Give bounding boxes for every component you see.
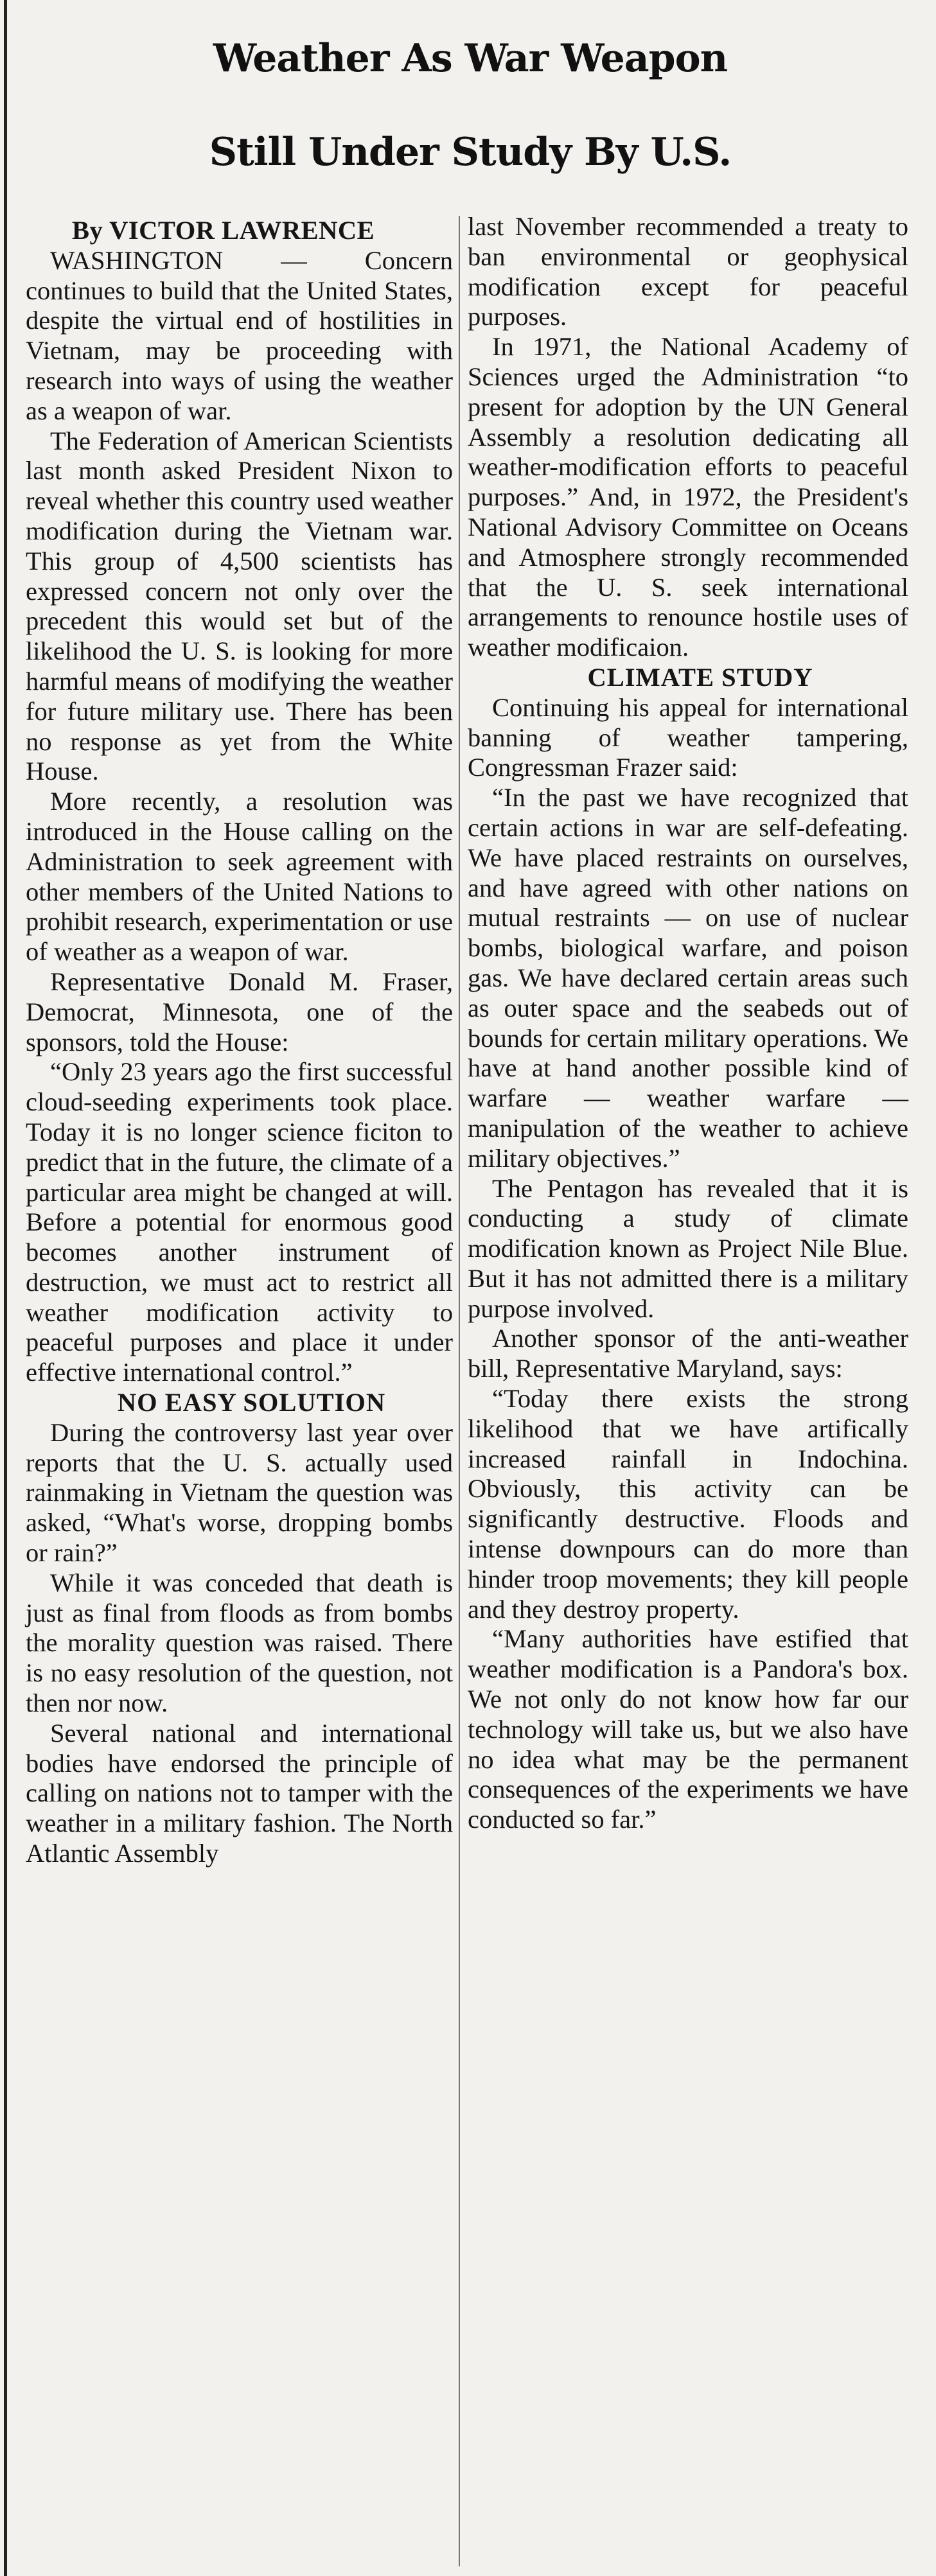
headline bbox=[14, 12, 926, 199]
paragraph: “In the past we have recognized that certain actions in war are self-defeating. We have placed restraints on ourselves, and have agreed with other nations on mutual restraints — on use of nuclear bombs, biological warfare, and poison gas. We have declared certain areas such as outer space and the seabeds out of bounds for certain military operations. We have at hand another possible kind of warfare — weather warfare — manipulation of the weather to achieve military objectives.” bbox=[468, 783, 908, 1173]
paragraph: “Many authorities have estified that weather modification is a Pandora's box. We not only do not know how far our technology will take us, but we also have no idea what may be the permanent consequences of the experiments we have conducted so far.” bbox=[468, 1624, 908, 1834]
paragraph: While it was conceded that death is just as final from floods as from bombs the morality question was raised. There is no easy resolution of the question, not then nor now. bbox=[26, 1568, 453, 1718]
article-column-left bbox=[26, 216, 453, 1869]
column-divider bbox=[459, 216, 460, 2566]
left-border-rule bbox=[4, 0, 7, 2576]
paragraph: The Federation of American Scientists last month asked President Nixon to reveal whether this country used weather modification during the Vietnam war. This group of 4,500 scientists has expressed concern not only over the precedent this would set but of the likelihood the U. S. is looking for more harmful means of modifying the weather for future military use. There has been no response as yet from the White House. bbox=[26, 426, 453, 786]
paragraph: In 1971, the National Academy of Sciences urged the Administration “to present for adoption by the UN General Assembly a resolution dedicating all weather-modification efforts to peaceful purposes.” And, in 1972, the President's National Advisory Committee on Oceans and Atmosphere strongly recommended that the U. S. seek international arrangements to renounce hostile uses of weather modificaion. bbox=[468, 332, 908, 662]
paragraph: The Pentagon has revealed that it is conducting a study of climate modification known as Project Nile Blue. But it has not admitted there is a military purpose involved. bbox=[468, 1173, 908, 1323]
paragraph: WASHINGTON — Concern continues to build that the United States, despite the virtual end of hostilities in Vietnam, may be proceeding with research into ways of using the weather as a weapon of war. bbox=[26, 245, 453, 425]
headline-line-1: Weather As War Weapon bbox=[213, 36, 728, 81]
paragraph: “Only 23 years ago the first successful cloud-seeding experiments took place. Today it is no longer science ficiton to predict that in the future, the climate of a particular area might be changed at will. Before a potential for enormous good becomes another instrument of destruction, we must act to restrict all weather modification activity to peaceful purposes and place it under effective international control.” bbox=[26, 1057, 453, 1387]
subhead-no-easy-solution: NO EASY SOLUTION bbox=[117, 1388, 386, 1417]
headline-line-2: Still Under Study By U.S. bbox=[209, 130, 732, 175]
paragraph: During the controversy last year over reports that the U. S. actually used rainmaking in Vietnam the question was asked, “What's worse, dropping bombs or rain?” bbox=[26, 1417, 453, 1568]
paragraph: Several national and international bodies have endorsed the principle of calling on nations not to tamper with the weather in a military fashion. The North Atlantic Assembly bbox=[26, 1718, 453, 1868]
paragraph: Representative Donald M. Fraser, Democrat, Minnesota, one of the sponsors, told the House: bbox=[26, 967, 453, 1056]
article-column-right bbox=[468, 212, 908, 1835]
paragraph: More recently, a resolution was introduced in the House calling on the Administration to seek agreement with other members of the United Nations to prohibit research, experimentation or use of weather as a weapon of war. bbox=[26, 787, 453, 967]
byline: By VICTOR LAWRENCE bbox=[72, 216, 375, 245]
paragraph: Continuing his appeal for international banning of weather tampering, Congressman Frazer said: bbox=[468, 692, 908, 782]
paragraph: Another sponsor of the anti-weather bill, Representative Maryland, says: bbox=[468, 1324, 908, 1383]
paragraph: “Today there exists the strong likelihood that we have artifically increased rainfall in Indochina. Obviously, this activity can be significantly destructive. Floods and intense downpours can do more than hinder troop movements; they kill people and they destroy property. bbox=[468, 1384, 908, 1624]
paragraph-continued: last November recommended a treaty to ban environmental or geophysical modification except for peaceful purposes. bbox=[468, 212, 908, 331]
subhead-climate-study: CLIMATE STUDY bbox=[587, 662, 813, 692]
